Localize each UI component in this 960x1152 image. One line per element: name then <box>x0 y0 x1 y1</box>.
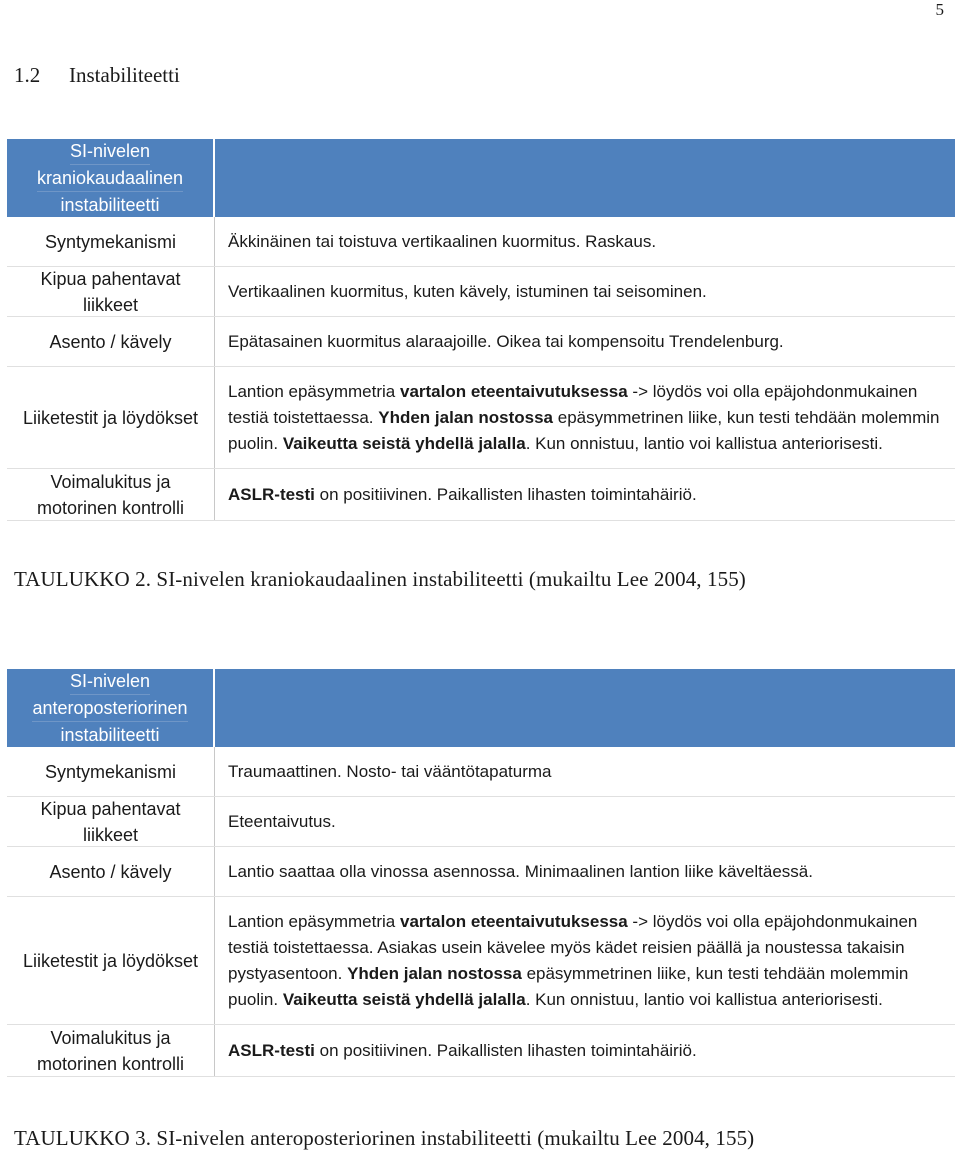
header-line: anteroposteriorinen <box>32 695 187 722</box>
section-title: Instabiliteetti <box>69 63 180 87</box>
section-heading <box>14 63 180 88</box>
emphasized-term: Vaikeutta seistä yhdellä jalalla <box>282 989 526 1009</box>
table-row <box>7 317 955 367</box>
text-segment: Epätasainen kuormitus alaraajoille. Oikea tai kompensoitu Trendelenburg. <box>228 331 784 351</box>
row-label <box>7 1025 215 1076</box>
header-line: kraniokaudaalinen <box>37 165 183 192</box>
row-label <box>7 747 215 796</box>
table-row <box>7 747 955 797</box>
row-label <box>7 267 215 316</box>
text-segment: epäsymmetrinen liike, kun testi tehdään molemmin puolin. <box>228 963 909 1009</box>
table-row <box>7 217 955 267</box>
table-kraniokaudaalinen <box>7 139 955 521</box>
table-row <box>7 1025 955 1077</box>
row-label <box>7 797 215 846</box>
emphasized-term: ASLR-testi <box>228 484 315 504</box>
text-segment: . Kun onnistuu, lantio voi kallistua anteriorisesti. <box>525 433 883 453</box>
table-caption: TAULUKKO 3. SI-nivelen anteroposteriorinen instabiliteetti (mukailtu Lee 2004, 155) <box>14 1126 755 1150</box>
page-number: 5 <box>935 0 944 19</box>
text-segment: Lantio saattaa olla vinossa asennossa. Minimaalinen lantion liike käveltäessä. <box>228 861 813 881</box>
text-segment: epäsymmetrinen liike, kun testi tehdään molemmin puolin. <box>228 407 940 453</box>
row-label-line: motorinen kontrolli <box>36 1053 185 1074</box>
row-label-line: Voimalukitus ja <box>50 1027 171 1048</box>
text-segment: Lantion epäsymmetria <box>228 911 400 931</box>
text-segment: . Kun onnistuu, lantio voi kallistua anteriorisesti. <box>525 989 883 1009</box>
text-segment: -> löydös voi olla epäjohdonmukainen testiä toistettaessa. Asiakas usein kävelee myös kädet reisien päällä ja noustessa takaisin pystyasentoon. <box>228 911 918 983</box>
row-label-line: liikkeet <box>82 294 139 315</box>
row-value <box>215 217 955 266</box>
header-line: SI-nivelen <box>70 668 150 695</box>
row-label-line: Kipua pahentavat <box>40 268 181 289</box>
text-segment: Vertikaalinen kuormitus, kuten kävely, istuminen tai seisominen. <box>228 281 707 301</box>
table-header <box>7 139 955 217</box>
row-value <box>215 367 955 468</box>
row-label <box>7 317 215 366</box>
emphasized-term: Yhden jalan nostossa <box>347 963 522 983</box>
row-value <box>215 897 955 1024</box>
table-header-label <box>7 139 215 217</box>
text-segment: Traumaattinen. Nosto- tai vääntötapaturma <box>228 761 552 781</box>
table-row <box>7 367 955 469</box>
table-body <box>7 217 955 521</box>
row-label-line: motorinen kontrolli <box>36 497 185 518</box>
row-value <box>215 847 955 896</box>
emphasized-term: vartalon eteentaivutuksessa <box>399 381 628 401</box>
row-label-line: Syntymekanismi <box>44 231 177 252</box>
emphasized-term: ASLR-testi <box>228 1040 315 1060</box>
table-caption: TAULUKKO 2. SI-nivelen kraniokaudaalinen instabiliteetti (mukailtu Lee 2004, 155) <box>14 567 746 591</box>
header-line: SI-nivelen <box>70 138 150 165</box>
text-segment: Lantion epäsymmetria <box>228 381 400 401</box>
row-value <box>215 317 955 366</box>
row-label-line: Liiketestit ja löydökset <box>22 950 199 971</box>
header-line: instabiliteetti <box>60 725 160 745</box>
emphasized-term: Yhden jalan nostossa <box>378 407 554 427</box>
table-row <box>7 847 955 897</box>
table-row <box>7 267 955 317</box>
text-segment: on positiivinen. Paikallisten lihasten toimintahäiriö. <box>314 1040 697 1060</box>
row-value <box>215 267 955 316</box>
row-label-line: liikkeet <box>82 824 139 845</box>
row-label <box>7 847 215 896</box>
row-label-line: Liiketestit ja löydökset <box>22 407 199 428</box>
text-segment: Eteentaivutus. <box>228 811 336 831</box>
row-value <box>215 1025 955 1076</box>
row-label <box>7 469 215 520</box>
table-row <box>7 797 955 847</box>
header-line: instabiliteetti <box>60 195 160 215</box>
table-row <box>7 469 955 521</box>
row-value <box>215 747 955 796</box>
row-label <box>7 897 215 1024</box>
text-segment: -> löydös voi olla epäjohdonmukainen testiä toistettaessa. <box>228 381 918 427</box>
text-segment: Äkkinäinen tai toistuva vertikaalinen kuormitus. Raskaus. <box>228 231 657 251</box>
text-segment: on positiivinen. Paikallisten lihasten toimintahäiriö. <box>314 484 697 504</box>
row-label-line: Asento / kävely <box>49 331 172 352</box>
row-value <box>215 469 955 520</box>
row-label-line: Voimalukitus ja <box>50 471 171 492</box>
table-row <box>7 897 955 1025</box>
table-header-blank <box>215 139 955 217</box>
row-label-line: Syntymekanismi <box>44 761 177 782</box>
table-header <box>7 669 955 747</box>
table-body <box>7 747 955 1077</box>
row-label-line: Kipua pahentavat <box>40 798 181 819</box>
row-label-line: Asento / kävely <box>49 861 172 882</box>
section-number: 1.2 <box>14 63 41 87</box>
row-label <box>7 217 215 266</box>
row-value <box>215 797 955 846</box>
emphasized-term: vartalon eteentaivutuksessa <box>399 911 628 931</box>
table-anteroposteriorinen <box>7 669 955 1077</box>
row-label <box>7 367 215 468</box>
table-header-label <box>7 669 215 747</box>
table-header-blank <box>215 669 955 747</box>
emphasized-term: Vaikeutta seistä yhdellä jalalla <box>282 433 526 453</box>
